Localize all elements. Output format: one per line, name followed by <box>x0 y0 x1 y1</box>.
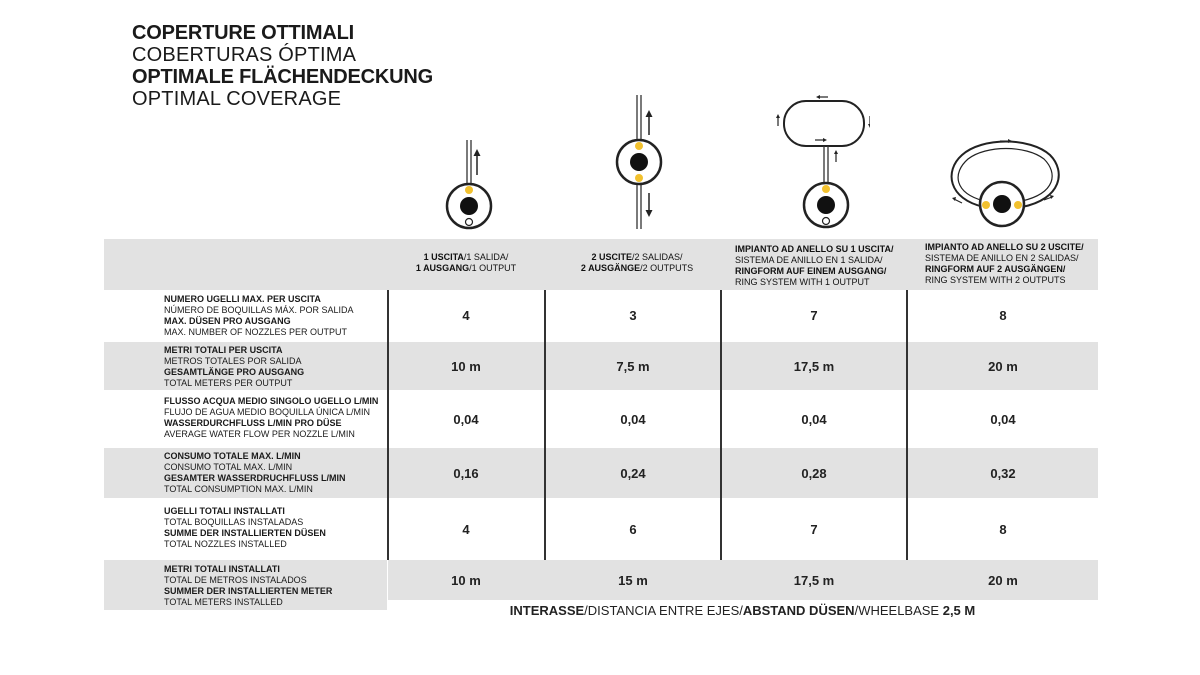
row-label-nozzles-installed: UGELLI TOTALI INSTALLATI TOTAL BOQUILLAS INSTALADAS SUMME DER INSTALLIERTEN DÜSEN TOTAL NOZZLES INSTALLED <box>164 506 326 549</box>
single-output-diagram <box>438 135 498 230</box>
title-german: OPTIMALE FLÄCHENDECKUNG <box>132 66 433 88</box>
table-cell: 8 <box>999 307 1007 323</box>
table-cell: 7 <box>810 307 818 323</box>
table-cell: 7,5 m <box>616 358 650 374</box>
table-cell: 0,04 <box>801 411 827 427</box>
row-label-meters-installed: METRI TOTALI INSTALLATI TOTAL DE METROS INSTALADOS SUMMER DER INSTALLIERTEN METER TOTAL METERS INSTALLED <box>164 564 333 607</box>
table-cell: 0,04 <box>453 411 479 427</box>
ring-two-outputs-diagram <box>940 127 1070 232</box>
title-spanish: COBERTURAS ÓPTIMA <box>132 44 357 66</box>
column-divider <box>544 290 546 560</box>
table-cell: 20 m <box>988 572 1018 588</box>
column-header-single-output: 1 USCITA/1 SALIDA/ 1 AUSGANG/1 OUTPUT <box>415 252 517 273</box>
table-cell: 17,5 m <box>793 358 835 374</box>
title-italian: COPERTURE OTTIMALI <box>132 22 354 44</box>
table-cell: 6 <box>629 521 637 537</box>
table-cell: 0,32 <box>990 465 1016 481</box>
column-divider <box>387 290 389 560</box>
table-cell: 10 m <box>451 358 481 374</box>
column-divider <box>906 290 908 560</box>
table-cell: 0,04 <box>620 411 646 427</box>
title-block <box>132 22 433 110</box>
row-label-total-consumption: CONSUMO TOTALE MAX. L/MIN CONSUMO TOTAL MAX. L/MIN GESAMTER WASSERDRUCHFLUSS L/MIN TOTAL CONSUMPTION MAX. L/MIN <box>164 451 346 494</box>
column-header-two-outputs: 2 USCITE/2 SALIDAS/ 2 AUSGÄNGE/2 OUTPUTS <box>580 252 694 273</box>
title-english: OPTIMAL COVERAGE <box>132 88 342 110</box>
two-outputs-diagram <box>608 93 668 233</box>
column-header-ring-two-outputs: IMPIANTO AD ANELLO SU 2 USCITE/ SISTEMA DE ANILLO EN 2 SALIDAS/ RINGFORM AUF 2 AUSGÄNGEN/ RING SYSTEM WITH 2 OUTPUTS <box>925 242 1084 285</box>
table-cell: 17,5 m <box>793 572 835 588</box>
table-cell: 0,28 <box>801 465 827 481</box>
table-cell: 3 <box>629 307 637 323</box>
table-cell: 15 m <box>618 572 648 588</box>
table-cell: 4 <box>462 521 470 537</box>
row-label-water-flow: FLUSSO ACQUA MEDIO SINGOLO UGELLO L/MIN FLUJO DE AGUA MEDIO BOQUILLA ÚNICA L/MIN WASSERDURCHFLUSS L/MIN PRO DÜSE AVERAGE WATER FLOW PER NOZZLE L/MIN <box>164 396 379 439</box>
table-cell: 20 m <box>988 358 1018 374</box>
column-divider <box>720 290 722 560</box>
ring-one-output-diagram <box>770 92 870 232</box>
table-cell: 10 m <box>451 572 481 588</box>
row-label-max-nozzles: NUMERO UGELLI MAX. PER USCITA NÚMERO DE BOQUILLAS MÁX. POR SALIDA MAX. DÜSEN PRO AUSGANG MAX. NUMBER OF NOZZLES PER OUTPUT <box>164 294 354 337</box>
table-cell: 4 <box>462 307 470 323</box>
table-cell: 0,04 <box>990 411 1016 427</box>
table-cell: 7 <box>810 521 818 537</box>
column-header-ring-one-output: IMPIANTO AD ANELLO SU 1 USCITA/ SISTEMA DE ANILLO EN 1 SALIDA/ RINGFORM AUF EINEM AUSGANG/ RING SYSTEM WITH 1 OUTPUT <box>735 244 894 287</box>
table-cell: 0,24 <box>620 465 646 481</box>
table-cell: 0,16 <box>453 465 479 481</box>
table-cell: 8 <box>999 521 1007 537</box>
wheelbase-note: INTERASSE/DISTANCIA ENTRE EJES/ABSTAND DÜSEN/WHEELBASE 2,5 M <box>509 603 976 618</box>
row-label-meters-per-output: METRI TOTALI PER USCITA METROS TOTALES POR SALIDA GESAMTLÄNGE PRO AUSGANG TOTAL METERS PER OUTPUT <box>164 345 305 388</box>
